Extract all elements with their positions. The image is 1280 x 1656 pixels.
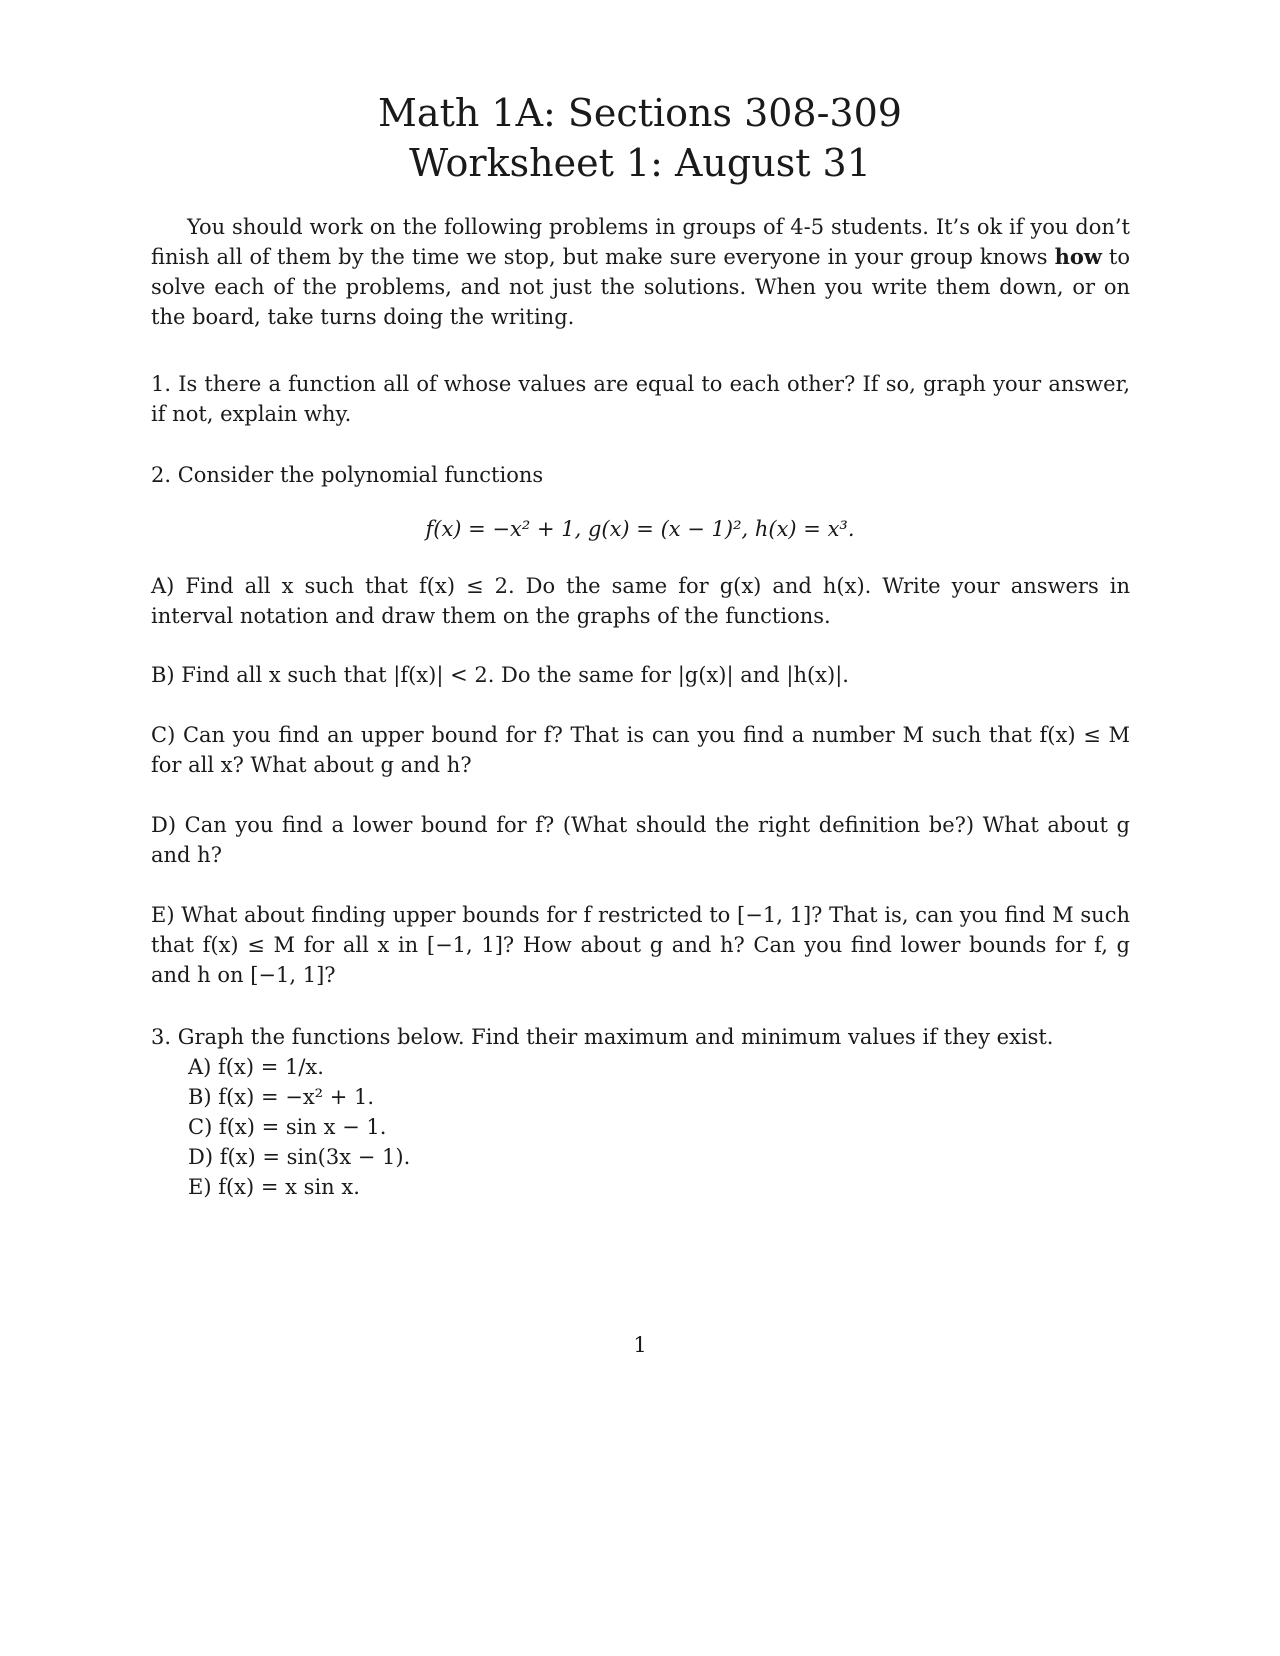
problem-2-part-d: D) Can you find a lower bound for f? (What should the right definition be?) What about g and h? (151, 813, 1130, 867)
problem-2-part-e: E) What about finding upper bounds for f restricted to [−1, 1]? That is, can you find M such that f(x) ≤ M for all x in [−1, 1]? How about g and h? Can you find lower bounds for f, g and h on [−1, 1]? (151, 903, 1130, 987)
problem-3-lead: 3. Graph the functions below. Find their maximum and minimum values if they exist. (151, 1025, 1054, 1049)
page-subtitle: Worksheet 1: August 31 (409, 141, 871, 185)
problem-3-item-e: E) f(x) = x sin x. (188, 1175, 360, 1199)
problem-2-equation: f(x) = −x² + 1, g(x) = (x − 1)², h(x) = x³. (425, 517, 855, 541)
intro-bold-word: how (1054, 244, 1102, 269)
problem-2-part-c: C) Can you find an upper bound for f? That is can you find a number M such that f(x) ≤ M for all x? What about g and h? (151, 723, 1130, 777)
problem-3-item-b: B) f(x) = −x² + 1. (188, 1085, 375, 1109)
problem-3-item-d: D) f(x) = sin(3x − 1). (188, 1145, 411, 1169)
intro-text-after: to solve each of the problems, and not just the solutions. When you write them down, or on the board, take turns doing the writing. (151, 245, 1130, 329)
problem-3-list (188, 1052, 410, 1202)
problem-2-part-b: B) Find all x such that |f(x)| < 2. Do the same for |g(x)| and |h(x)|. (151, 663, 849, 687)
page-number: 1 (633, 1333, 647, 1357)
intro-paragraph (151, 212, 1130, 332)
intro-text-before: You should work on the following problems in groups of 4-5 students. It’s ok if you don’t finish all of them by the time we stop, but make sure everyone in your group knows (151, 215, 1130, 269)
problem-2-lead: 2. Consider the polynomial functions (151, 463, 544, 487)
problem-3-item-c: C) f(x) = sin x − 1. (188, 1115, 387, 1139)
problem-3-item-a: A) f(x) = 1/x. (188, 1055, 324, 1079)
problem-1: 1. Is there a function all of whose values are equal to each other? If so, graph your answer, if not, explain why. (151, 372, 1130, 426)
page-title: Math 1A: Sections 308-309 (378, 91, 902, 135)
problem-2-part-a: A) Find all x such that f(x) ≤ 2. Do the same for g(x) and h(x). Write your answers in interval notation and draw them on the graphs of the functions. (151, 574, 1130, 628)
